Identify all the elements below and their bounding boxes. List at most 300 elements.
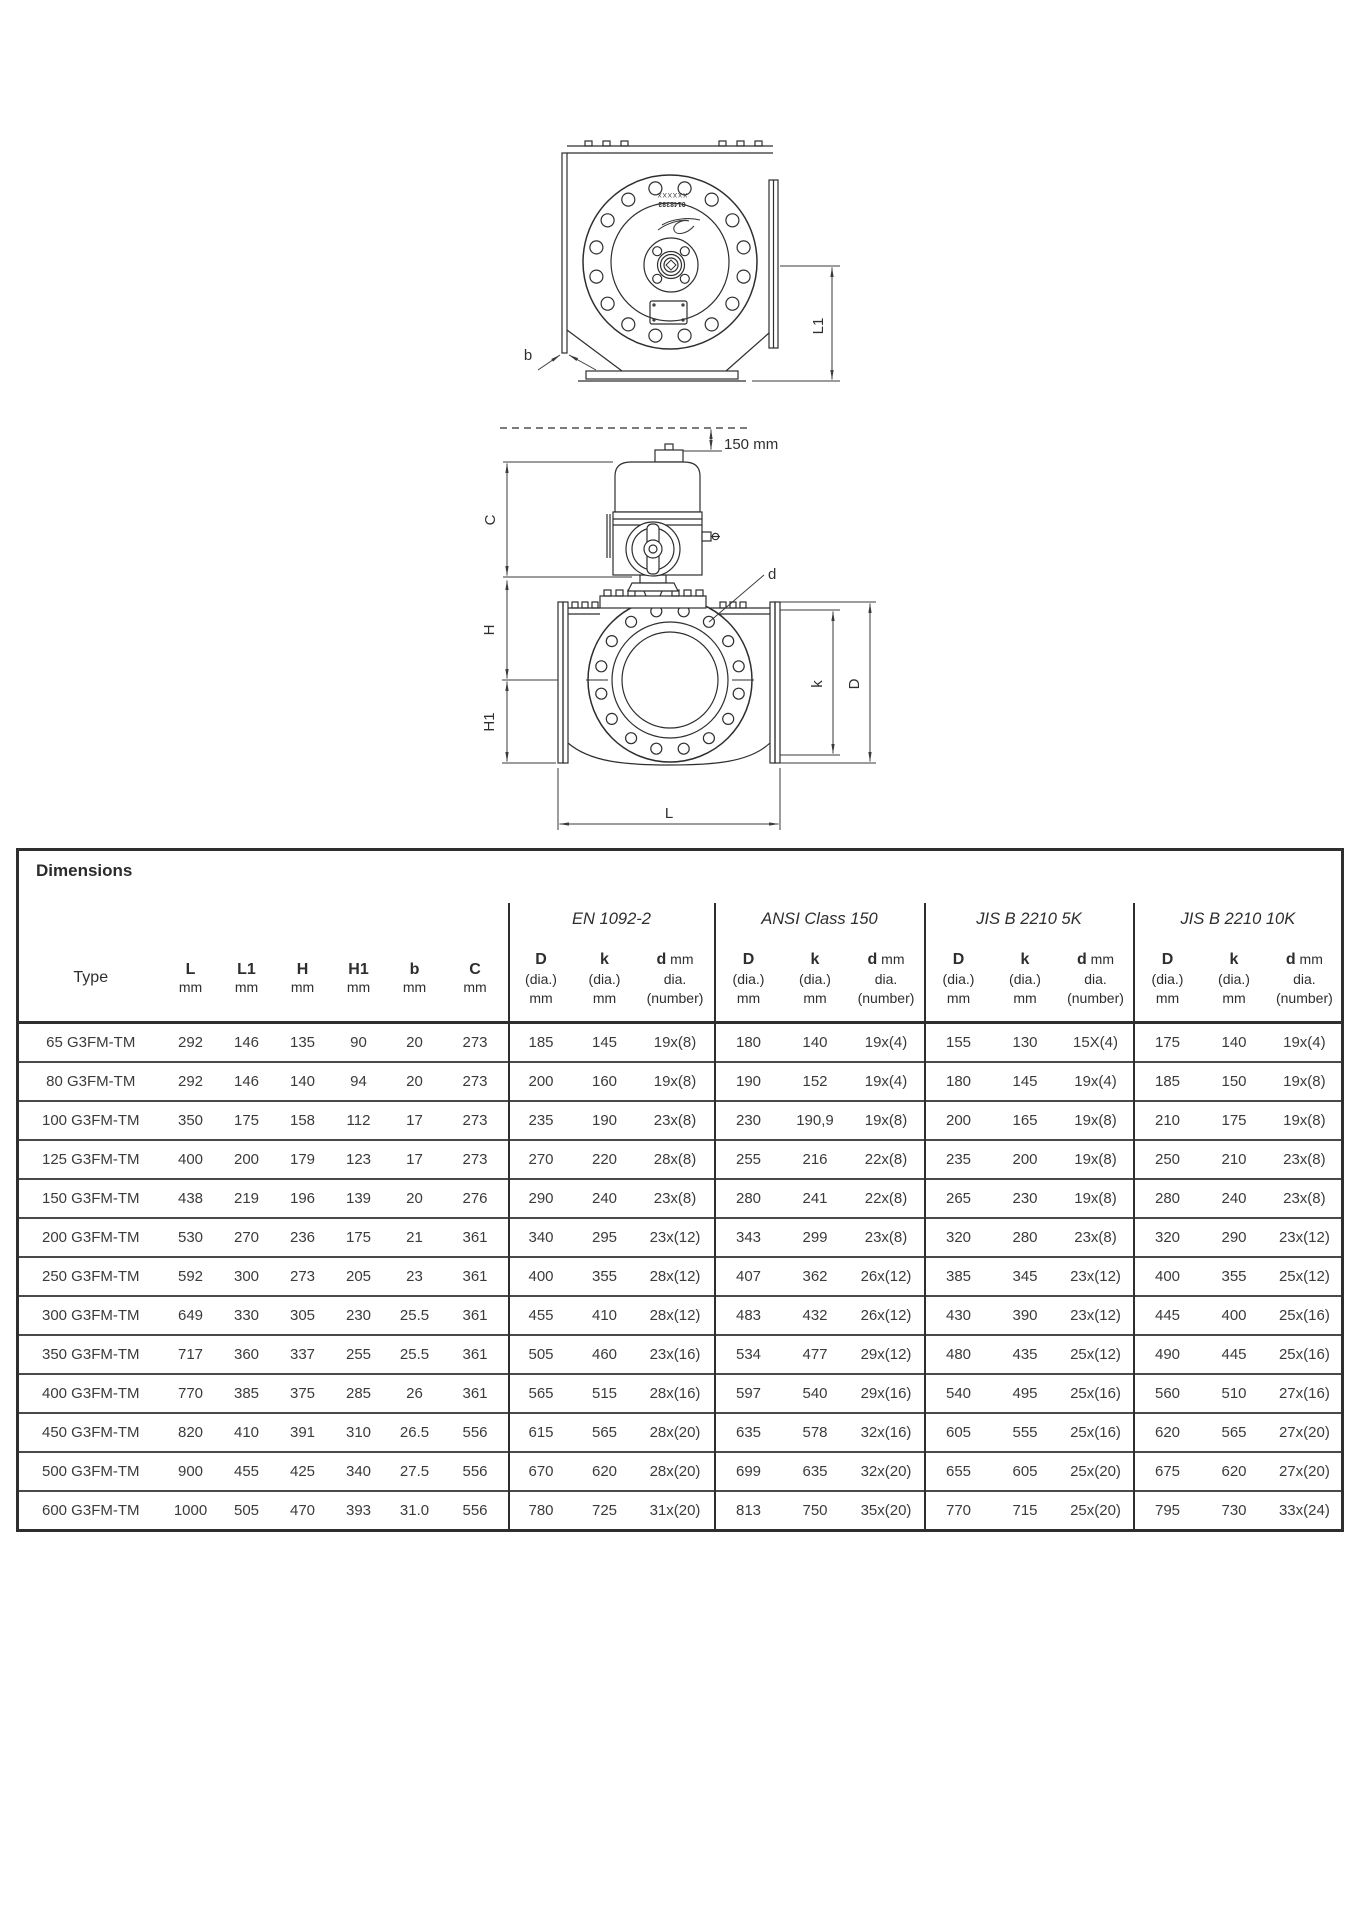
cell-value: 615 — [509, 1413, 573, 1452]
group-header-jis10k: JIS B 2210 10K — [1134, 903, 1343, 935]
cell-value: 230 — [715, 1101, 782, 1140]
cell-value: 205 — [331, 1257, 387, 1296]
cell-value: 235 — [925, 1140, 992, 1179]
cell-value: 455 — [219, 1452, 275, 1491]
cell-value: 25x(20) — [1059, 1452, 1134, 1491]
front-view-dimension-lines — [538, 266, 840, 381]
cell-value: 23x(8) — [637, 1179, 715, 1218]
cell-value: 361 — [443, 1218, 509, 1257]
cell-value: 592 — [163, 1257, 219, 1296]
cell-value: 460 — [573, 1335, 637, 1374]
cell-value: 273 — [443, 1023, 509, 1063]
cell-value: 560 — [1134, 1374, 1201, 1413]
cell-value: 25x(16) — [1059, 1413, 1134, 1452]
group-header-ansi: ANSI Class 150 — [715, 903, 925, 935]
cell-value: 219 — [219, 1179, 275, 1218]
cell-value: 273 — [443, 1140, 509, 1179]
cell-value: 25x(12) — [1059, 1335, 1134, 1374]
cell-type: 80 G3FM-TM — [18, 1062, 163, 1101]
cell-value: 140 — [275, 1062, 331, 1101]
front-view-drawing — [500, 138, 860, 393]
cell-value: 725 — [573, 1491, 637, 1531]
cell-value: 490 — [1134, 1335, 1201, 1374]
cell-value: 699 — [715, 1452, 782, 1491]
cell-value: 230 — [331, 1296, 387, 1335]
cell-value: 470 — [275, 1491, 331, 1531]
cell-value: 715 — [992, 1491, 1059, 1531]
cell-value: 31x(20) — [637, 1491, 715, 1531]
cell-value: 280 — [992, 1218, 1059, 1257]
cell-value: 19x(8) — [1268, 1101, 1343, 1140]
cell-value: 385 — [925, 1257, 992, 1296]
cell-value: 25x(16) — [1059, 1374, 1134, 1413]
cell-value: 649 — [163, 1296, 219, 1335]
cell-value: 534 — [715, 1335, 782, 1374]
cell-value: 23x(8) — [637, 1101, 715, 1140]
table-subheader-row — [18, 935, 1343, 1023]
column-header-h: H mm — [290, 961, 315, 995]
group-header-jis5k: JIS B 2210 5K — [925, 903, 1134, 935]
cell-value: 795 — [1134, 1491, 1201, 1531]
cell-value: 400 — [1201, 1296, 1268, 1335]
cell-value: 750 — [782, 1491, 849, 1531]
cell-value: 900 — [163, 1452, 219, 1491]
cell-value: 146 — [219, 1062, 275, 1101]
column-header-jis5k-dmm: d mm dia. (number) — [1067, 950, 1124, 1006]
cell-value: 19x(8) — [637, 1023, 715, 1063]
cell-value: 280 — [1134, 1179, 1201, 1218]
cell-value: 390 — [992, 1296, 1059, 1335]
column-header-h1: H1 mm — [346, 961, 371, 995]
cell-value: 19x(4) — [1268, 1023, 1343, 1063]
cell-type: 300 G3FM-TM — [18, 1296, 163, 1335]
cell-value: 276 — [443, 1179, 509, 1218]
cell-value: 1000 — [163, 1491, 219, 1531]
cell-type: 450 G3FM-TM — [18, 1413, 163, 1452]
cell-value: 23x(12) — [637, 1218, 715, 1257]
cell-value: 292 — [163, 1062, 219, 1101]
cell-value: 25.5 — [387, 1335, 443, 1374]
cell-value: 505 — [219, 1491, 275, 1531]
cell-value: 29x(12) — [849, 1335, 925, 1374]
cell-value: 435 — [992, 1335, 1059, 1374]
cell-value: 717 — [163, 1335, 219, 1374]
dim-label-d-big: D — [846, 678, 863, 690]
cell-value: 26 — [387, 1374, 443, 1413]
table-body — [18, 1023, 1343, 1531]
cell-value: 375 — [275, 1374, 331, 1413]
table-row — [18, 1140, 1343, 1179]
cell-value: 620 — [573, 1452, 637, 1491]
dim-label-l: L — [664, 805, 674, 822]
cell-value: 28x(20) — [637, 1452, 715, 1491]
cell-value: 620 — [1201, 1452, 1268, 1491]
cell-value: 19x(4) — [849, 1023, 925, 1063]
cell-value: 175 — [1134, 1023, 1201, 1063]
cell-value: 273 — [443, 1101, 509, 1140]
valve-side-body — [558, 575, 780, 765]
column-header-en-dmm: d mm dia. (number) — [646, 950, 704, 1006]
cell-value: 220 — [573, 1140, 637, 1179]
cell-value: 27x(16) — [1268, 1374, 1343, 1413]
cell-value: 19x(8) — [1268, 1062, 1343, 1101]
cell-value: 33x(24) — [1268, 1491, 1343, 1531]
cell-value: 337 — [275, 1335, 331, 1374]
cell-value: 510 — [1201, 1374, 1268, 1413]
cell-value: 180 — [715, 1023, 782, 1063]
table-row — [18, 1296, 1343, 1335]
cell-value: 200 — [509, 1062, 573, 1101]
cell-value: 190 — [715, 1062, 782, 1101]
table-group-row — [18, 903, 1343, 935]
cell-value: 350 — [163, 1101, 219, 1140]
cell-value: 635 — [715, 1413, 782, 1452]
cell-value: 19x(4) — [849, 1062, 925, 1101]
valve-front-body — [562, 141, 778, 381]
cell-value: 145 — [992, 1062, 1059, 1101]
cell-value: 540 — [782, 1374, 849, 1413]
cell-value: 235 — [509, 1101, 573, 1140]
cell-value: 23x(8) — [849, 1218, 925, 1257]
cell-value: 179 — [275, 1140, 331, 1179]
cell-value: 565 — [509, 1374, 573, 1413]
cell-value: 438 — [163, 1179, 219, 1218]
cell-value: 190,9 — [782, 1101, 849, 1140]
cell-value: 770 — [925, 1491, 992, 1531]
cell-type: 200 G3FM-TM — [18, 1218, 163, 1257]
cell-value: 410 — [219, 1413, 275, 1452]
cell-value: 130 — [992, 1023, 1059, 1063]
cell-value: 240 — [573, 1179, 637, 1218]
cell-value: 360 — [219, 1335, 275, 1374]
cell-value: 22x(8) — [849, 1140, 925, 1179]
cell-value: 23x(8) — [1268, 1140, 1343, 1179]
column-header-ansi-dmm: d mm dia. (number) — [857, 950, 915, 1006]
table-row — [18, 1218, 1343, 1257]
cell-value: 20 — [387, 1023, 443, 1063]
table-row — [18, 1374, 1343, 1413]
cell-value: 140 — [782, 1023, 849, 1063]
cell-value: 425 — [275, 1452, 331, 1491]
column-header-jis5k-k: k (dia.) mm — [1009, 950, 1041, 1006]
table-row — [18, 1179, 1343, 1218]
cell-value: 23x(8) — [1268, 1179, 1343, 1218]
cell-value: 27x(20) — [1268, 1452, 1343, 1491]
cell-value: 28x(12) — [637, 1257, 715, 1296]
cell-value: 730 — [1201, 1491, 1268, 1531]
cell-value: 255 — [331, 1335, 387, 1374]
cell-value: 355 — [573, 1257, 637, 1296]
cell-value: 273 — [275, 1257, 331, 1296]
cell-value: 25.5 — [387, 1296, 443, 1335]
cell-value: 290 — [1201, 1218, 1268, 1257]
cell-type: 125 G3FM-TM — [18, 1140, 163, 1179]
marking-digits: 0148383 — [658, 200, 686, 207]
cell-value: 515 — [573, 1374, 637, 1413]
cell-value: 29x(16) — [849, 1374, 925, 1413]
table-row — [18, 1452, 1343, 1491]
cell-value: 19x(4) — [1059, 1062, 1134, 1101]
cell-value: 150 — [1201, 1062, 1268, 1101]
cell-value: 23x(12) — [1059, 1257, 1134, 1296]
cell-value: 27.5 — [387, 1452, 443, 1491]
cell-value: 28x(8) — [637, 1140, 715, 1179]
cell-value: 391 — [275, 1413, 331, 1452]
dim-label-150mm: 150 mm — [724, 436, 779, 453]
cell-value: 26x(12) — [849, 1257, 925, 1296]
cell-value: 28x(12) — [637, 1296, 715, 1335]
cell-value: 292 — [163, 1023, 219, 1063]
column-header-ansi-k: k (dia.) mm — [799, 950, 831, 1006]
cell-value: 295 — [573, 1218, 637, 1257]
cell-value: 285 — [331, 1374, 387, 1413]
cell-value: 770 — [163, 1374, 219, 1413]
cell-value: 556 — [443, 1452, 509, 1491]
brand-logo-script — [658, 219, 700, 234]
cell-value: 255 — [715, 1140, 782, 1179]
cell-value: 19x(8) — [1059, 1140, 1134, 1179]
column-header-en-d: D (dia.) mm — [509, 935, 573, 1023]
cell-value: 23x(12) — [1268, 1218, 1343, 1257]
cell-value: 556 — [443, 1491, 509, 1531]
cell-value: 190 — [573, 1101, 637, 1140]
cell-value: 35x(20) — [849, 1491, 925, 1531]
cell-value: 813 — [715, 1491, 782, 1531]
cell-value: 597 — [715, 1374, 782, 1413]
dim-label-h1: H1 — [481, 712, 498, 732]
cell-value: 407 — [715, 1257, 782, 1296]
cell-value: 300 — [219, 1257, 275, 1296]
column-header-jis5k-d: D (dia.) mm — [925, 935, 992, 1023]
table-title-row — [18, 850, 1343, 904]
cell-value: 20 — [387, 1062, 443, 1101]
cell-value: 480 — [925, 1335, 992, 1374]
cell-value: 455 — [509, 1296, 573, 1335]
cell-value: 361 — [443, 1335, 509, 1374]
cell-value: 343 — [715, 1218, 782, 1257]
cell-value: 19x(8) — [1059, 1179, 1134, 1218]
cell-value: 605 — [992, 1452, 1059, 1491]
cell-value: 90 — [331, 1023, 387, 1063]
cell-type: 100 G3FM-TM — [18, 1101, 163, 1140]
cell-value: 540 — [925, 1374, 992, 1413]
cell-value: 23x(16) — [637, 1335, 715, 1374]
cell-value: 320 — [925, 1218, 992, 1257]
cell-value: 355 — [1201, 1257, 1268, 1296]
cell-value: 241 — [782, 1179, 849, 1218]
cell-value: 675 — [1134, 1452, 1201, 1491]
cell-value: 400 — [1134, 1257, 1201, 1296]
cell-type: 250 G3FM-TM — [18, 1257, 163, 1296]
cell-value: 210 — [1201, 1140, 1268, 1179]
cell-value: 26.5 — [387, 1413, 443, 1452]
cell-value: 230 — [992, 1179, 1059, 1218]
cell-value: 820 — [163, 1413, 219, 1452]
cell-type: 65 G3FM-TM — [18, 1023, 163, 1063]
cell-value: 200 — [992, 1140, 1059, 1179]
group-header-en: EN 1092-2 — [509, 903, 715, 935]
cell-type: 500 G3FM-TM — [18, 1452, 163, 1491]
cell-value: 94 — [331, 1062, 387, 1101]
cell-value: 21 — [387, 1218, 443, 1257]
dim-label-l1: L1 — [810, 317, 827, 335]
cell-value: 299 — [782, 1218, 849, 1257]
cell-value: 25x(12) — [1268, 1257, 1343, 1296]
dim-label-d-small: d — [768, 566, 777, 583]
cell-value: 310 — [331, 1413, 387, 1452]
column-header-c: C mm — [463, 961, 487, 995]
cell-value: 432 — [782, 1296, 849, 1335]
nameplate-marking — [657, 191, 700, 233]
cell-value: 670 — [509, 1452, 573, 1491]
cell-value: 340 — [331, 1452, 387, 1491]
cell-value: 175 — [1201, 1101, 1268, 1140]
cell-value: 270 — [509, 1140, 573, 1179]
cell-value: 135 — [275, 1023, 331, 1063]
column-header-type: Type — [73, 969, 109, 986]
cell-value: 655 — [925, 1452, 992, 1491]
cell-value: 483 — [715, 1296, 782, 1335]
cell-value: 555 — [992, 1413, 1059, 1452]
cell-value: 250 — [1134, 1140, 1201, 1179]
cell-value: 505 — [509, 1335, 573, 1374]
column-header-en-k: k (dia.) mm — [588, 950, 621, 1006]
cell-value: 290 — [509, 1179, 573, 1218]
dim-label-c: C — [482, 514, 499, 526]
cell-value: 400 — [163, 1140, 219, 1179]
cell-value: 345 — [992, 1257, 1059, 1296]
cell-value: 22x(8) — [849, 1179, 925, 1218]
cell-value: 200 — [219, 1140, 275, 1179]
column-header-jis10k-dmm: d mm dia. (number) — [1275, 950, 1333, 1006]
cell-value: 565 — [1201, 1413, 1268, 1452]
cell-value: 320 — [1134, 1218, 1201, 1257]
cell-value: 20 — [387, 1179, 443, 1218]
cell-value: 25x(16) — [1268, 1335, 1343, 1374]
cell-value: 495 — [992, 1374, 1059, 1413]
cell-value: 280 — [715, 1179, 782, 1218]
cell-value: 362 — [782, 1257, 849, 1296]
column-header-l: L mm — [178, 961, 203, 995]
table-title: Dimensions — [36, 861, 133, 880]
cell-value: 23 — [387, 1257, 443, 1296]
cell-value: 17 — [387, 1101, 443, 1140]
table-row — [18, 1491, 1343, 1531]
cell-type: 400 G3FM-TM — [18, 1374, 163, 1413]
cell-value: 393 — [331, 1491, 387, 1531]
cell-value: 361 — [443, 1296, 509, 1335]
cell-value: 123 — [331, 1140, 387, 1179]
actuator — [607, 444, 720, 576]
side-view-drawing — [450, 418, 910, 850]
dimensions-table — [16, 848, 1344, 1532]
cell-value: 620 — [1134, 1413, 1201, 1452]
cell-value: 210 — [1134, 1101, 1201, 1140]
cell-value: 361 — [443, 1257, 509, 1296]
cell-value: 565 — [573, 1413, 637, 1452]
cell-value: 605 — [925, 1413, 992, 1452]
cell-value: 340 — [509, 1218, 573, 1257]
cell-value: 27x(20) — [1268, 1413, 1343, 1452]
cell-value: 385 — [219, 1374, 275, 1413]
cell-type: 150 G3FM-TM — [18, 1179, 163, 1218]
column-header-b: b mm — [402, 961, 427, 995]
cell-value: 635 — [782, 1452, 849, 1491]
cell-value: 112 — [331, 1101, 387, 1140]
cell-value: 15X(4) — [1059, 1023, 1134, 1063]
cell-value: 216 — [782, 1140, 849, 1179]
cell-value: 196 — [275, 1179, 331, 1218]
cell-value: 26x(12) — [849, 1296, 925, 1335]
cell-value: 305 — [275, 1296, 331, 1335]
cell-value: 25x(16) — [1268, 1296, 1343, 1335]
cell-value: 19x(8) — [637, 1062, 715, 1101]
cell-value: 273 — [443, 1062, 509, 1101]
cell-value: 236 — [275, 1218, 331, 1257]
table-row — [18, 1023, 1343, 1063]
cell-value: 23x(12) — [1059, 1296, 1134, 1335]
cell-value: 32x(16) — [849, 1413, 925, 1452]
column-header-jis10k-k: k (dia.) mm — [1218, 950, 1250, 1006]
cell-value: 160 — [573, 1062, 637, 1101]
cell-value: 430 — [925, 1296, 992, 1335]
cell-value: 445 — [1201, 1335, 1268, 1374]
column-header-ansi-d: D (dia.) mm — [715, 935, 782, 1023]
cell-value: 158 — [275, 1101, 331, 1140]
cell-value: 361 — [443, 1374, 509, 1413]
cell-value: 445 — [1134, 1296, 1201, 1335]
cell-value: 25x(20) — [1059, 1491, 1134, 1531]
cell-value: 200 — [925, 1101, 992, 1140]
table-row — [18, 1257, 1343, 1296]
cell-value: 265 — [925, 1179, 992, 1218]
cell-value: 17 — [387, 1140, 443, 1179]
cell-value: 410 — [573, 1296, 637, 1335]
cell-value: 28x(16) — [637, 1374, 715, 1413]
marking-xxx: XXXXXX — [656, 191, 688, 198]
cell-value: 530 — [163, 1218, 219, 1257]
cell-value: 28x(20) — [637, 1413, 715, 1452]
cell-type: 350 G3FM-TM — [18, 1335, 163, 1374]
dim-label-b: b — [523, 347, 533, 364]
dim-label-k: k — [809, 680, 826, 688]
dimensions-table-wrapper — [16, 848, 1344, 1532]
cell-value: 165 — [992, 1101, 1059, 1140]
cell-value: 140 — [1201, 1023, 1268, 1063]
cell-value: 139 — [331, 1179, 387, 1218]
cell-value: 180 — [925, 1062, 992, 1101]
cell-value: 155 — [925, 1023, 992, 1063]
cell-value: 477 — [782, 1335, 849, 1374]
cell-value: 32x(20) — [849, 1452, 925, 1491]
cell-value: 330 — [219, 1296, 275, 1335]
cell-value: 240 — [1201, 1179, 1268, 1218]
dim-label-h: H — [481, 624, 498, 636]
cell-value: 400 — [509, 1257, 573, 1296]
cell-value: 185 — [1134, 1062, 1201, 1101]
cell-value: 152 — [782, 1062, 849, 1101]
cell-value: 19x(8) — [849, 1101, 925, 1140]
column-header-l1: L1 mm — [234, 961, 259, 995]
table-row — [18, 1101, 1343, 1140]
cell-value: 578 — [782, 1413, 849, 1452]
column-header-jis10k-d: D (dia.) mm — [1134, 935, 1201, 1023]
cell-type: 600 G3FM-TM — [18, 1491, 163, 1531]
cell-value: 31.0 — [387, 1491, 443, 1531]
cell-value: 19x(8) — [1059, 1101, 1134, 1140]
table-row — [18, 1413, 1343, 1452]
cell-value: 145 — [573, 1023, 637, 1063]
